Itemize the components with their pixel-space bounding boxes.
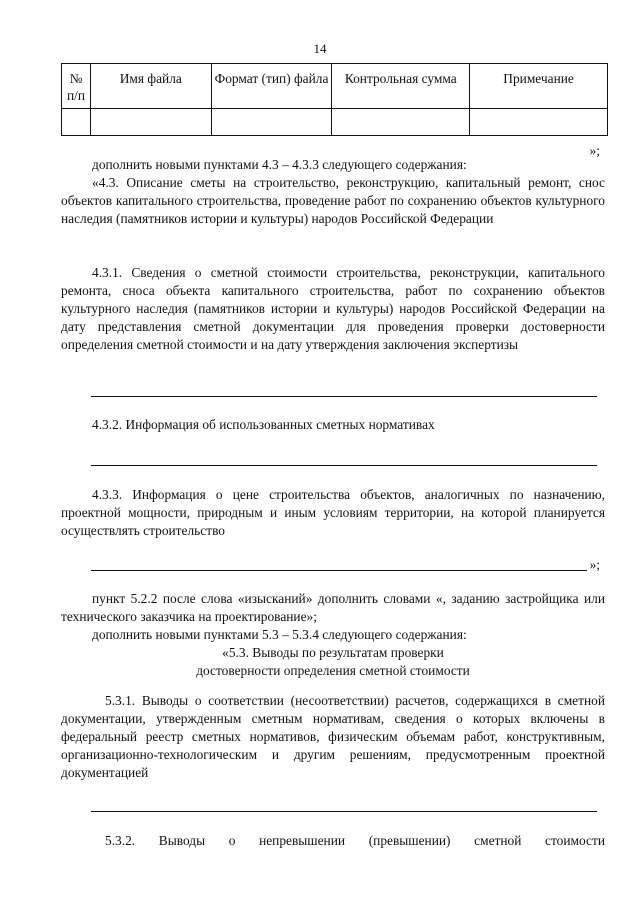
paragraph-5-3-1: 5.3.1. Выводы о соответствии (несоответствии) расчетов, содержащихся в сметной документации, утвержденным сметным нормативам, сведения о которых включены в федеральный реестр сметных нормативов, физическим объемам работ, конструктивным, организационно-технологическим и другим решениям, предусмотренным проектной документацией: [61, 693, 605, 780]
paragraph-5-3-2: 5.3.2. Выводы о непревышении (превышении) сметной стоимости: [105, 833, 605, 848]
paragraph-4-3-3: 4.3.3. Информация о цене строительства объектов, аналогичных по назначению, проектной мощности, природным и иным условиям территории, на которой планируется осуществлять строительство: [61, 487, 605, 538]
fill-line: [91, 811, 597, 812]
header-file-format: Формат (тип) файла: [211, 64, 332, 109]
header-checksum: Контрольная сумма: [332, 64, 470, 109]
section-heading-line-2: достоверности определения сметной стоимости: [196, 663, 470, 678]
file-table: [61, 63, 608, 136]
table-cell: [470, 109, 608, 136]
table-cell: [211, 109, 332, 136]
table-header-row: [62, 64, 608, 109]
closing-quote-2: »;: [589, 557, 600, 572]
section-heading-line-1: «5.3. Выводы по результатам проверки: [222, 645, 444, 660]
paragraph-4-3: «4.3. Описание сметы на строительство, реконструкцию, капитальный ремонт, снос объектов капитального строительства, проведение работ по сохранению объектов культурного наследия (памятников истории и культуры) народов Российской Федерации: [61, 175, 605, 226]
header-file-name: Имя файла: [90, 64, 211, 109]
paragraph-4-3-2: 4.3.2. Информация об использованных сметных нормативах: [92, 417, 435, 432]
header-note: Примечание: [470, 64, 608, 109]
header-number: № п/п: [62, 64, 91, 109]
table-row: [62, 109, 608, 136]
page-number: 14: [313, 41, 327, 56]
table-cell: [62, 109, 91, 136]
paragraph-add-points-5-3: дополнить новыми пунктами 5.3 – 5.3.4 следующего содержания:: [92, 627, 467, 642]
fill-line: [91, 465, 597, 466]
paragraph-add-points-4-3: дополнить новыми пунктами 4.3 – 4.3.3 следующего содержания:: [92, 157, 467, 172]
table-cell: [332, 109, 470, 136]
fill-line: [91, 396, 597, 397]
paragraph-4-3-1: 4.3.1. Сведения о сметной стоимости строительства, реконструкции, капитального ремонта, сноса объекта капитального строительства, работ по сохранению объектов культурного наследия (памятников истории и культуры) народов Российской Федерации на дату представления сметной документации для проведения проверки достоверности определения сметной стоимости и на дату утверждения заключения экспертизы: [61, 265, 605, 352]
table-cell: [90, 109, 211, 136]
closing-quote-1: »;: [589, 143, 600, 158]
fill-line: [91, 570, 587, 571]
paragraph-5-2-2: пункт 5.2.2 после слова «изысканий» дополнить словами «, заданию застройщика или технического заказчика на проектирование»;: [61, 591, 605, 624]
